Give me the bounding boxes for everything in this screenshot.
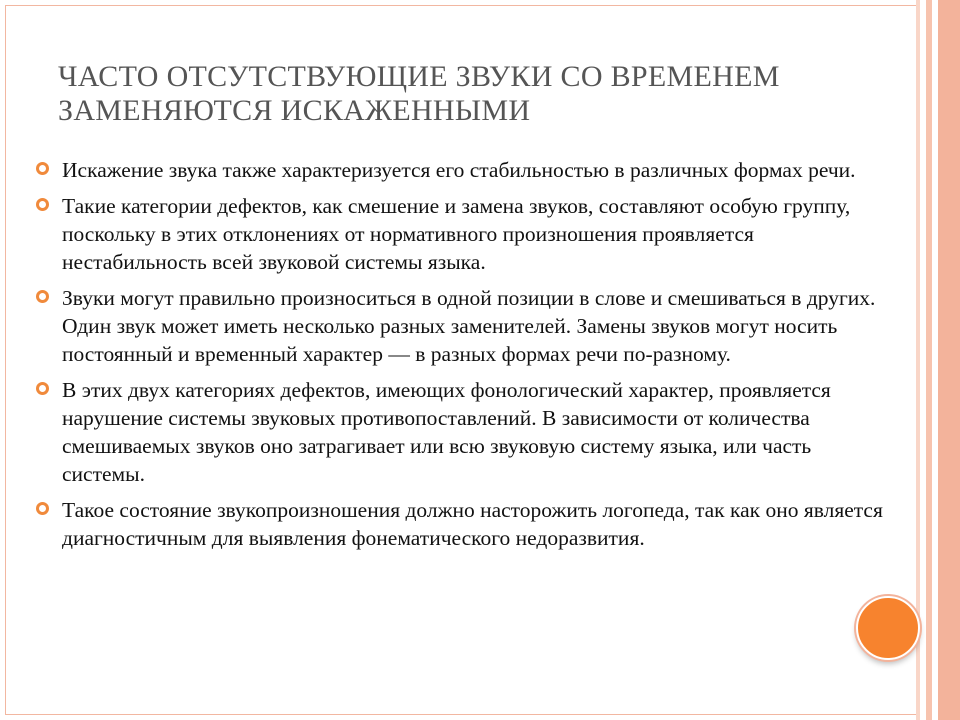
bullet-text: В этих двух категориях дефектов, имеющих фонологический характер, проявляется нарушение системы звуковых противопоставлений. В зависимости от количества смешиваемых звуков оно затрагивает или всю звуковую систему языка, или часть системы. <box>62 378 831 486</box>
bullet-ring-icon <box>36 198 49 211</box>
list-item <box>36 156 898 184</box>
stripe-wide <box>938 0 960 720</box>
bullet-text: Звуки могут правильно произноситься в одной позиции в слове и смешиваться в других. Один звук может иметь несколько разных заменителей. Замены звуков могут носить постоянный и временный характер — в разных формах речи по-разному. <box>62 286 876 366</box>
bullet-ring-icon <box>36 162 49 175</box>
list-item <box>36 192 898 276</box>
list-item <box>36 284 898 368</box>
bullet-text: Такие категории дефектов, как смешение и замена звуков, составляют особую группу, поскольку в этих отклонениях от нормативного произношения проявляется нестабильность всей звуковой системы языка. <box>62 194 851 274</box>
bullet-text: Такое состояние звукопроизношения должно насторожить логопеда, так как оно является диагностичным для выявления фонематического недоразвития. <box>62 498 883 550</box>
slide-title: ЧАСТО ОТСУТСТВУЮЩИЕ ЗВУКИ СО ВРЕМЕНЕМ ЗАМЕНЯЮТСЯ ИСКАЖЕННЫМИ <box>58 60 780 127</box>
bullet-ring-icon <box>36 382 49 395</box>
bullet-text: Искажение звука также характеризуется его стабильностью в различных формах речи. <box>62 158 856 182</box>
bullet-list <box>36 156 898 560</box>
list-item <box>36 496 898 552</box>
bullet-ring-icon <box>36 290 49 303</box>
decorative-orange-circle <box>856 596 920 660</box>
list-item <box>36 376 898 488</box>
bullet-ring-icon <box>36 502 49 515</box>
decorative-stripes <box>916 0 960 720</box>
